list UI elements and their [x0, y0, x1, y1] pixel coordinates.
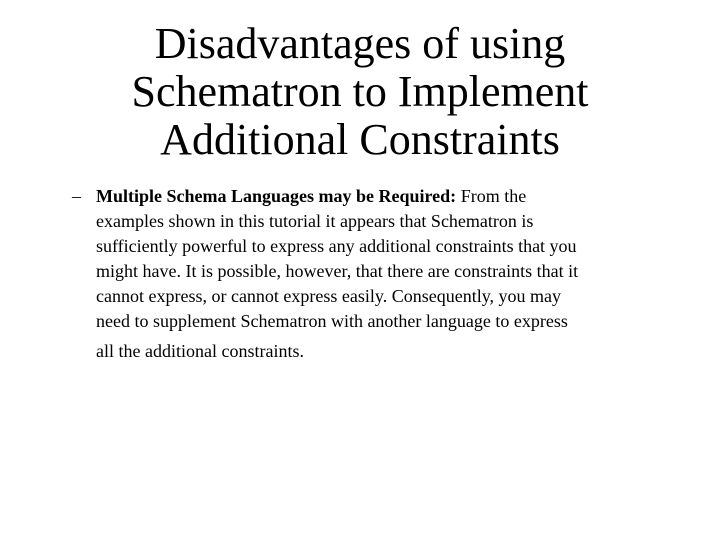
bullet-point: [72, 184, 686, 364]
bullet-line: sufficiently powerful to express any additional constraints that you: [96, 236, 577, 256]
bullet-line: cannot express, or cannot express easily. Consequently, you may: [96, 286, 562, 306]
title-line: Schematron to Implement: [131, 67, 589, 116]
bullet-line: examples shown in this tutorial it appears that Schematron is: [96, 211, 534, 231]
title-line: Additional Constraints: [160, 115, 560, 164]
bullet-line: might have. It is possible, however, that there are constraints that it: [96, 261, 579, 281]
bullet-text: From the: [456, 186, 527, 206]
title-line: Disadvantages of using: [154, 19, 566, 68]
bullet-line: [96, 184, 686, 209]
bullet-line: need to supplement Schematron with another language to express: [96, 311, 568, 331]
bullet-line: all the additional constraints.: [96, 341, 304, 361]
bullet-dash: –: [72, 186, 81, 206]
bullet-heading: Multiple Schema Languages may be Required:: [96, 186, 457, 206]
slide-title: [60, 20, 660, 164]
